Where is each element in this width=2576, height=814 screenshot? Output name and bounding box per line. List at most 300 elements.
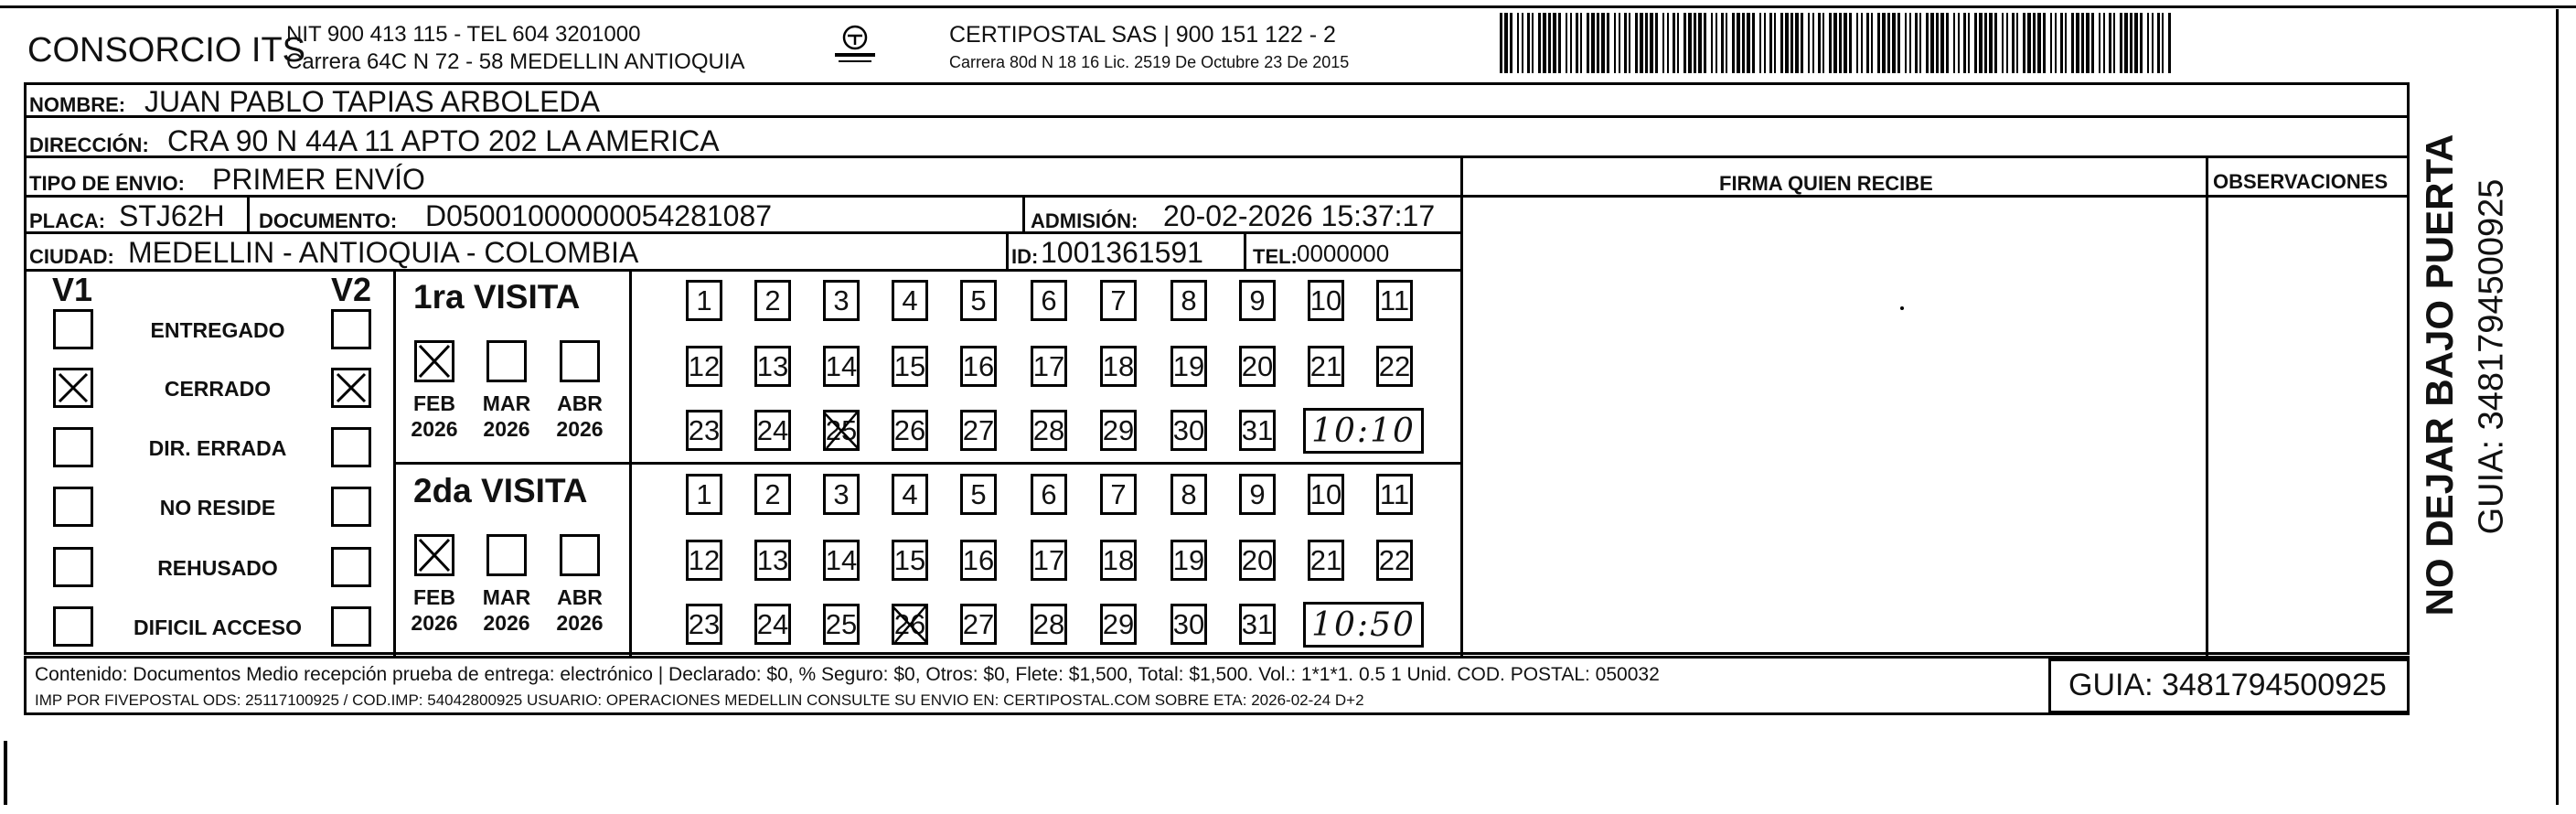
barcode-bar bbox=[1946, 13, 1949, 73]
status-option-label: ENTREGADO bbox=[150, 318, 285, 342]
barcode-bar bbox=[1683, 13, 1686, 73]
status-checkbox-v1[interactable] bbox=[53, 427, 93, 467]
barcode-bar bbox=[1844, 13, 1847, 73]
day-number: 31 bbox=[1241, 607, 1274, 640]
barcode-bar bbox=[1953, 13, 1955, 73]
day-number: 23 bbox=[688, 607, 721, 640]
day-number: 15 bbox=[893, 543, 926, 576]
barcode-bar bbox=[1897, 13, 1900, 73]
day-box[interactable] bbox=[1239, 474, 1276, 515]
day-box[interactable] bbox=[892, 604, 928, 645]
check-mark-icon bbox=[417, 343, 452, 380]
barcode-bar bbox=[2134, 13, 2138, 73]
barcode-bar bbox=[1566, 13, 1567, 73]
month-checkbox[interactable] bbox=[486, 340, 527, 382]
barcode-bar bbox=[1839, 13, 1842, 73]
day-box[interactable] bbox=[1308, 346, 1344, 387]
day-box[interactable] bbox=[1170, 346, 1207, 387]
barcode-bar bbox=[1856, 13, 1858, 73]
day-box[interactable] bbox=[823, 280, 860, 321]
barcode-bar bbox=[2055, 13, 2057, 73]
day-number: 21 bbox=[1309, 349, 1342, 382]
day-box[interactable] bbox=[892, 346, 928, 387]
status-option-label: DIFICIL ACCESO bbox=[133, 616, 303, 639]
barcode-bar bbox=[1849, 13, 1852, 73]
barcode-bar bbox=[2076, 13, 2079, 73]
barcode-bar bbox=[1650, 13, 1653, 73]
day-number: 12 bbox=[688, 543, 721, 576]
barcode-bar bbox=[1597, 13, 1599, 73]
barcode-bar bbox=[1887, 13, 1890, 73]
barcode-bar bbox=[1698, 13, 1702, 73]
barcode-bar bbox=[1677, 13, 1679, 73]
barcode-bar bbox=[1769, 13, 1772, 73]
day-number: 20 bbox=[1241, 543, 1274, 576]
barcode-bar bbox=[2103, 13, 2105, 73]
barcode-bar bbox=[1780, 13, 1783, 73]
day-box[interactable] bbox=[686, 410, 722, 451]
day-number: 18 bbox=[1102, 543, 1135, 576]
check-mark-icon bbox=[334, 370, 369, 405]
barcode-bar bbox=[1808, 13, 1810, 73]
year-label: 2026 bbox=[556, 417, 604, 441]
placa-label: PLACA: bbox=[29, 209, 106, 232]
day-number: 19 bbox=[1172, 543, 1205, 576]
day-number: 5 bbox=[970, 477, 987, 510]
barcode bbox=[1500, 13, 2176, 73]
day-box[interactable] bbox=[892, 280, 928, 321]
status-checkbox-v1[interactable] bbox=[53, 547, 93, 587]
status-option-label: REHUSADO bbox=[157, 556, 278, 580]
barcode-bar bbox=[1795, 13, 1799, 73]
tipo-value: PRIMER ENVÍO bbox=[212, 163, 425, 196]
barcode-bar bbox=[2091, 13, 2094, 73]
nombre-label: NOMBRE: bbox=[29, 93, 126, 116]
day-number: 2 bbox=[764, 477, 781, 510]
barcode-bar bbox=[1764, 13, 1766, 73]
day-number: 26 bbox=[893, 607, 926, 640]
day-box[interactable] bbox=[754, 410, 791, 451]
status-option-label: DIR. ERRADA bbox=[148, 436, 287, 460]
barcode-bar bbox=[1905, 13, 1907, 73]
day-box[interactable] bbox=[686, 540, 722, 581]
day-box[interactable] bbox=[1031, 604, 1067, 645]
day-box[interactable] bbox=[1170, 474, 1207, 515]
day-number: 27 bbox=[962, 413, 995, 446]
carrier-address: Carrera 80d N 18 16 Lic. 2519 De Octubre 23 De 2015 bbox=[949, 53, 1350, 71]
barcode-bar bbox=[1543, 13, 1546, 73]
barcode-bar bbox=[1704, 13, 1706, 73]
signature-area bbox=[1463, 198, 2206, 655]
day-number: 5 bbox=[970, 284, 987, 316]
day-number: 7 bbox=[1110, 477, 1127, 510]
barcode-bar bbox=[2140, 13, 2143, 73]
barcode-bar bbox=[2147, 13, 2149, 73]
day-number: 31 bbox=[1241, 413, 1274, 446]
day-box[interactable] bbox=[1376, 540, 1413, 581]
day-box[interactable] bbox=[1031, 540, 1067, 581]
day-number: 3 bbox=[833, 477, 850, 510]
day-box[interactable] bbox=[1376, 346, 1413, 387]
status-checkbox-v1[interactable] bbox=[53, 606, 93, 647]
day-number: 22 bbox=[1378, 543, 1411, 576]
barcode-bar bbox=[1926, 13, 1929, 73]
day-box[interactable] bbox=[1308, 474, 1344, 515]
barcode-bar bbox=[2071, 13, 2074, 73]
day-box[interactable] bbox=[1239, 540, 1276, 581]
direccion-value: CRA 90 N 44A 11 APTO 202 LA AMERICA bbox=[167, 124, 720, 157]
day-box[interactable] bbox=[823, 604, 860, 645]
day-number: 19 bbox=[1172, 349, 1205, 382]
day-number: 14 bbox=[825, 543, 858, 576]
visit-title: 2da VISITA bbox=[413, 472, 588, 509]
barcode-bar bbox=[1635, 13, 1638, 73]
day-number: 23 bbox=[688, 413, 721, 446]
day-box[interactable] bbox=[1031, 410, 1067, 451]
day-number: 29 bbox=[1102, 413, 1135, 446]
time-handwritten-box[interactable] bbox=[1303, 602, 1424, 648]
month-label: ABR bbox=[557, 391, 603, 415]
barcode-bar bbox=[1833, 13, 1837, 73]
check-mark-icon bbox=[417, 537, 452, 573]
day-box[interactable] bbox=[686, 604, 722, 645]
barcode-bar bbox=[1785, 13, 1789, 73]
month-checkbox[interactable] bbox=[486, 534, 527, 576]
placa-value: STJ62H bbox=[119, 199, 225, 232]
day-box[interactable] bbox=[1100, 410, 1137, 451]
day-box[interactable] bbox=[754, 604, 791, 645]
day-number: 9 bbox=[1249, 284, 1266, 316]
day-number: 9 bbox=[1249, 477, 1266, 510]
status-checkbox-v2[interactable] bbox=[331, 547, 371, 587]
barcode-bar bbox=[1829, 13, 1832, 73]
no-dejar-bajo-puerta: NO DEJAR BAJO PUERTA bbox=[2418, 134, 2461, 616]
day-box[interactable] bbox=[1100, 280, 1137, 321]
tel-value: 0000000 bbox=[1297, 240, 1390, 267]
day-number: 11 bbox=[1379, 284, 1410, 316]
day-box[interactable] bbox=[892, 474, 928, 515]
time-handwritten-box[interactable] bbox=[1303, 408, 1424, 454]
tel-label: TEL: bbox=[1253, 245, 1298, 268]
barcode-bar bbox=[2130, 13, 2132, 73]
barcode-bar bbox=[2016, 13, 2018, 73]
day-box[interactable] bbox=[754, 540, 791, 581]
day-box[interactable] bbox=[1170, 280, 1207, 321]
id-value: 1001361591 bbox=[1041, 236, 1203, 269]
barcode-bar bbox=[2006, 13, 2008, 73]
barcode-bar bbox=[1576, 13, 1578, 73]
day-number: 6 bbox=[1041, 284, 1057, 316]
day-box[interactable] bbox=[1100, 474, 1137, 515]
firma-header: FIRMA QUIEN RECIBE bbox=[1719, 172, 1933, 195]
barcode-bar bbox=[1688, 13, 1692, 73]
barcode-bar bbox=[1624, 13, 1627, 73]
barcode-bar bbox=[1989, 13, 1993, 73]
barcode-bar bbox=[1818, 13, 1821, 73]
day-box[interactable] bbox=[754, 346, 791, 387]
day-number: 21 bbox=[1309, 543, 1342, 576]
day-number: 20 bbox=[1241, 349, 1274, 382]
barcode-bar bbox=[1673, 13, 1675, 73]
barcode-bar bbox=[1667, 13, 1669, 73]
day-number: 8 bbox=[1181, 284, 1197, 316]
barcode-bar bbox=[2033, 13, 2036, 73]
year-label: 2026 bbox=[483, 611, 530, 635]
day-number: 30 bbox=[1172, 607, 1205, 640]
day-box[interactable] bbox=[686, 474, 722, 515]
day-number: 27 bbox=[962, 607, 995, 640]
day-number: 4 bbox=[902, 284, 918, 316]
day-box[interactable] bbox=[1239, 346, 1276, 387]
id-label: ID: bbox=[1011, 245, 1039, 268]
barcode-bar bbox=[1747, 13, 1750, 73]
day-number: 15 bbox=[893, 349, 926, 382]
day-number: 16 bbox=[962, 543, 995, 576]
day-box[interactable] bbox=[1031, 346, 1067, 387]
status-option-label: CERRADO bbox=[164, 377, 272, 401]
barcode-bar bbox=[1909, 13, 1911, 73]
day-box[interactable] bbox=[1376, 280, 1413, 321]
day-box[interactable] bbox=[754, 474, 791, 515]
v1-header: V1 bbox=[52, 271, 93, 308]
day-box[interactable] bbox=[1170, 540, 1207, 581]
barcode-bar bbox=[1580, 13, 1582, 73]
day-number: 6 bbox=[1041, 477, 1057, 510]
day-number: 18 bbox=[1102, 349, 1135, 382]
day-box[interactable] bbox=[892, 410, 928, 451]
day-number: 14 bbox=[825, 349, 858, 382]
barcode-bar bbox=[1662, 13, 1664, 73]
check-mark-icon bbox=[56, 370, 91, 405]
barcode-bar bbox=[2157, 13, 2160, 73]
barcode-bar bbox=[2113, 13, 2115, 73]
barcode-bar bbox=[2060, 13, 2063, 73]
barcode-bar bbox=[1522, 13, 1523, 73]
admision-label: ADMISIÓN: bbox=[1031, 209, 1138, 232]
day-number: 17 bbox=[1032, 349, 1065, 382]
barcode-bar bbox=[1759, 13, 1761, 73]
year-label: 2026 bbox=[411, 417, 458, 441]
day-number: 28 bbox=[1032, 607, 1065, 640]
month-checkbox[interactable] bbox=[560, 534, 600, 576]
day-number: 1 bbox=[696, 284, 712, 316]
observaciones-header: OBSERVACIONES bbox=[2213, 170, 2389, 193]
day-number: 12 bbox=[688, 349, 721, 382]
day-box[interactable] bbox=[1100, 346, 1137, 387]
day-number: 4 bbox=[902, 477, 918, 510]
documento-label: DOCUMENTO: bbox=[259, 209, 398, 232]
tipo-label: TIPO DE ENVIO: bbox=[29, 172, 185, 195]
day-box[interactable] bbox=[823, 346, 860, 387]
status-option-label: NO RESIDE bbox=[159, 496, 276, 519]
barcode-bar bbox=[1570, 13, 1572, 73]
barcode-bar bbox=[2152, 13, 2154, 73]
day-number: 8 bbox=[1181, 477, 1197, 510]
status-checkbox-v2[interactable] bbox=[331, 487, 371, 527]
footer-imp: IMP POR FIVEPOSTAL ODS: 25117100925 / COD.IMP: 54042800925 USUARIO: OPERACIONES MEDELLIN CONSULTE SU ENVIO EN: CERTIPOSTAL.COM SOBRE ETA: 2026-02-24 D+2 bbox=[35, 691, 1364, 709]
month-label: MAR bbox=[482, 585, 531, 609]
barcode-bar bbox=[1558, 13, 1561, 73]
barcode-bar bbox=[1527, 13, 1530, 73]
barcode-bar bbox=[1587, 13, 1589, 73]
day-number: 30 bbox=[1172, 413, 1205, 446]
side-guia: GUIA: 3481794500925 bbox=[2472, 178, 2511, 535]
day-number: 11 bbox=[1379, 477, 1410, 510]
day-cross-mark-icon bbox=[892, 604, 928, 645]
day-box[interactable] bbox=[823, 474, 860, 515]
status-checkbox-v2[interactable] bbox=[331, 368, 371, 408]
barcode-bar bbox=[1601, 13, 1605, 73]
company-address: Carrera 64C N 72 - 58 MEDELLIN ANTIOQUIA bbox=[286, 49, 745, 74]
status-checkbox-v2[interactable] bbox=[331, 606, 371, 647]
day-number: 24 bbox=[756, 607, 789, 640]
day-box[interactable] bbox=[1308, 540, 1344, 581]
barcode-bar bbox=[1963, 13, 1966, 73]
barcode-bar bbox=[1694, 13, 1696, 73]
day-box[interactable] bbox=[823, 410, 860, 451]
barcode-bar bbox=[1822, 13, 1824, 73]
barcode-bar bbox=[1958, 13, 1960, 73]
day-box[interactable] bbox=[960, 410, 997, 451]
ciudad-label: CIUDAD: bbox=[29, 245, 114, 268]
barcode-bar bbox=[1553, 13, 1556, 73]
barcode-bar bbox=[1994, 13, 1997, 73]
status-checkbox-v2[interactable] bbox=[331, 427, 371, 467]
barcode-bar bbox=[1532, 13, 1534, 73]
day-box[interactable] bbox=[960, 346, 997, 387]
barcode-bar bbox=[2065, 13, 2067, 73]
barcode-bar bbox=[2037, 13, 2041, 73]
barcode-bar bbox=[1984, 13, 1987, 73]
year-label: 2026 bbox=[556, 611, 604, 635]
barcode-bar bbox=[2086, 13, 2090, 73]
year-label: 2026 bbox=[483, 417, 530, 441]
day-number: 10 bbox=[1309, 284, 1342, 316]
nit-line: NIT 900 413 115 - TEL 604 3201000 bbox=[286, 22, 641, 47]
visit-title: 1ra VISITA bbox=[413, 278, 581, 316]
day-box[interactable] bbox=[1239, 604, 1276, 645]
barcode-bar bbox=[1504, 13, 1508, 73]
barcode-bar bbox=[1774, 13, 1776, 73]
observaciones-area bbox=[2208, 198, 2408, 655]
barcode-bar bbox=[1548, 13, 1551, 73]
barcode-bar bbox=[1940, 13, 1944, 73]
day-box[interactable] bbox=[1170, 604, 1207, 645]
month-checkbox[interactable] bbox=[414, 534, 454, 576]
barcode-bar bbox=[1790, 13, 1793, 73]
status-checkbox-v1[interactable] bbox=[53, 368, 93, 408]
barcode-bar bbox=[1930, 13, 1934, 73]
day-box[interactable] bbox=[1170, 410, 1207, 451]
month-label: FEB bbox=[413, 391, 455, 415]
status-checkbox-v1[interactable] bbox=[53, 309, 93, 349]
barcode-bar bbox=[1500, 13, 1502, 73]
month-checkbox[interactable] bbox=[560, 340, 600, 382]
day-box[interactable] bbox=[686, 280, 722, 321]
day-cross-mark-icon bbox=[823, 410, 860, 451]
ciudad-value: MEDELLIN - ANTIOQUIA - COLOMBIA bbox=[128, 236, 639, 269]
day-box[interactable] bbox=[1239, 280, 1276, 321]
day-number: 29 bbox=[1102, 607, 1135, 640]
day-box[interactable] bbox=[823, 540, 860, 581]
barcode-bar bbox=[1968, 13, 1970, 73]
day-box[interactable] bbox=[686, 346, 722, 387]
barcode-bar bbox=[1974, 13, 1977, 73]
barcode-bar bbox=[2081, 13, 2084, 73]
day-number: 24 bbox=[756, 413, 789, 446]
footer-contenido: Contenido: Documentos Medio recepción prueba de entrega: electrónico | Declarado: $0, % Seguro: $0, Otros: $0, Flete: $1,500, Total: $1,500. Vol.: 1*1*1. 0.5 1 Unid. COD. POSTAL: 050032 bbox=[35, 664, 1660, 685]
barcode-bar bbox=[2168, 13, 2171, 73]
carrier-line: CERTIPOSTAL SAS | 900 151 122 - 2 bbox=[949, 22, 1336, 48]
day-box[interactable] bbox=[1376, 474, 1413, 515]
barcode-bar bbox=[1752, 13, 1755, 73]
barcode-bar bbox=[1629, 13, 1630, 73]
barcode-bar bbox=[2050, 13, 2052, 73]
admision-value: 20-02-2026 15:37:17 bbox=[1163, 199, 1436, 232]
day-number: 3 bbox=[833, 284, 850, 316]
day-box[interactable] bbox=[960, 474, 997, 515]
status-checkbox-v2[interactable] bbox=[331, 309, 371, 349]
barcode-bar bbox=[1882, 13, 1886, 73]
year-label: 2026 bbox=[411, 611, 458, 635]
day-box[interactable] bbox=[1031, 280, 1067, 321]
day-box[interactable] bbox=[1100, 604, 1137, 645]
barcode-bar bbox=[1510, 13, 1512, 73]
day-box[interactable] bbox=[1308, 280, 1344, 321]
barcode-bar bbox=[1614, 13, 1616, 73]
documento-value: D05001000000054281087 bbox=[425, 199, 773, 232]
barcode-bar bbox=[1607, 13, 1609, 73]
barcode-bar bbox=[1619, 13, 1620, 73]
day-box[interactable] bbox=[1239, 410, 1276, 451]
month-label: ABR bbox=[557, 585, 603, 609]
day-number: 2 bbox=[764, 284, 781, 316]
day-number: 13 bbox=[756, 543, 789, 576]
day-box[interactable] bbox=[754, 280, 791, 321]
nombre-value: JUAN PABLO TAPIAS ARBOLEDA bbox=[144, 85, 600, 118]
barcode-bar bbox=[2099, 13, 2100, 73]
day-box[interactable] bbox=[960, 604, 997, 645]
barcode-bar bbox=[1711, 13, 1713, 73]
barcode-bar bbox=[1721, 13, 1724, 73]
day-number: 7 bbox=[1110, 284, 1127, 316]
barcode-bar bbox=[1801, 13, 1803, 73]
certipostal-logo bbox=[828, 22, 882, 68]
day-box[interactable] bbox=[892, 540, 928, 581]
day-box[interactable] bbox=[960, 540, 997, 581]
barcode-bar bbox=[1877, 13, 1880, 73]
barcode-bar bbox=[1726, 13, 1727, 73]
barcode-bar bbox=[1737, 13, 1740, 73]
barcode-bar bbox=[1915, 13, 1918, 73]
v2-header: V2 bbox=[331, 271, 372, 308]
direccion-label: DIRECCIÓN: bbox=[29, 134, 149, 156]
day-number: 28 bbox=[1032, 413, 1065, 446]
day-box[interactable] bbox=[1100, 540, 1137, 581]
day-number: 16 bbox=[962, 349, 995, 382]
barcode-bar bbox=[1892, 13, 1896, 73]
barcode-bar bbox=[1732, 13, 1735, 73]
day-box[interactable] bbox=[1031, 474, 1067, 515]
barcode-bar bbox=[2120, 13, 2122, 73]
barcode-bar bbox=[2012, 13, 2015, 73]
barcode-bar bbox=[1716, 13, 1717, 73]
day-box[interactable] bbox=[960, 280, 997, 321]
barcode-bar bbox=[1979, 13, 1983, 73]
month-checkbox[interactable] bbox=[414, 340, 454, 382]
barcode-bar bbox=[1591, 13, 1595, 73]
status-checkbox-v1[interactable] bbox=[53, 487, 93, 527]
